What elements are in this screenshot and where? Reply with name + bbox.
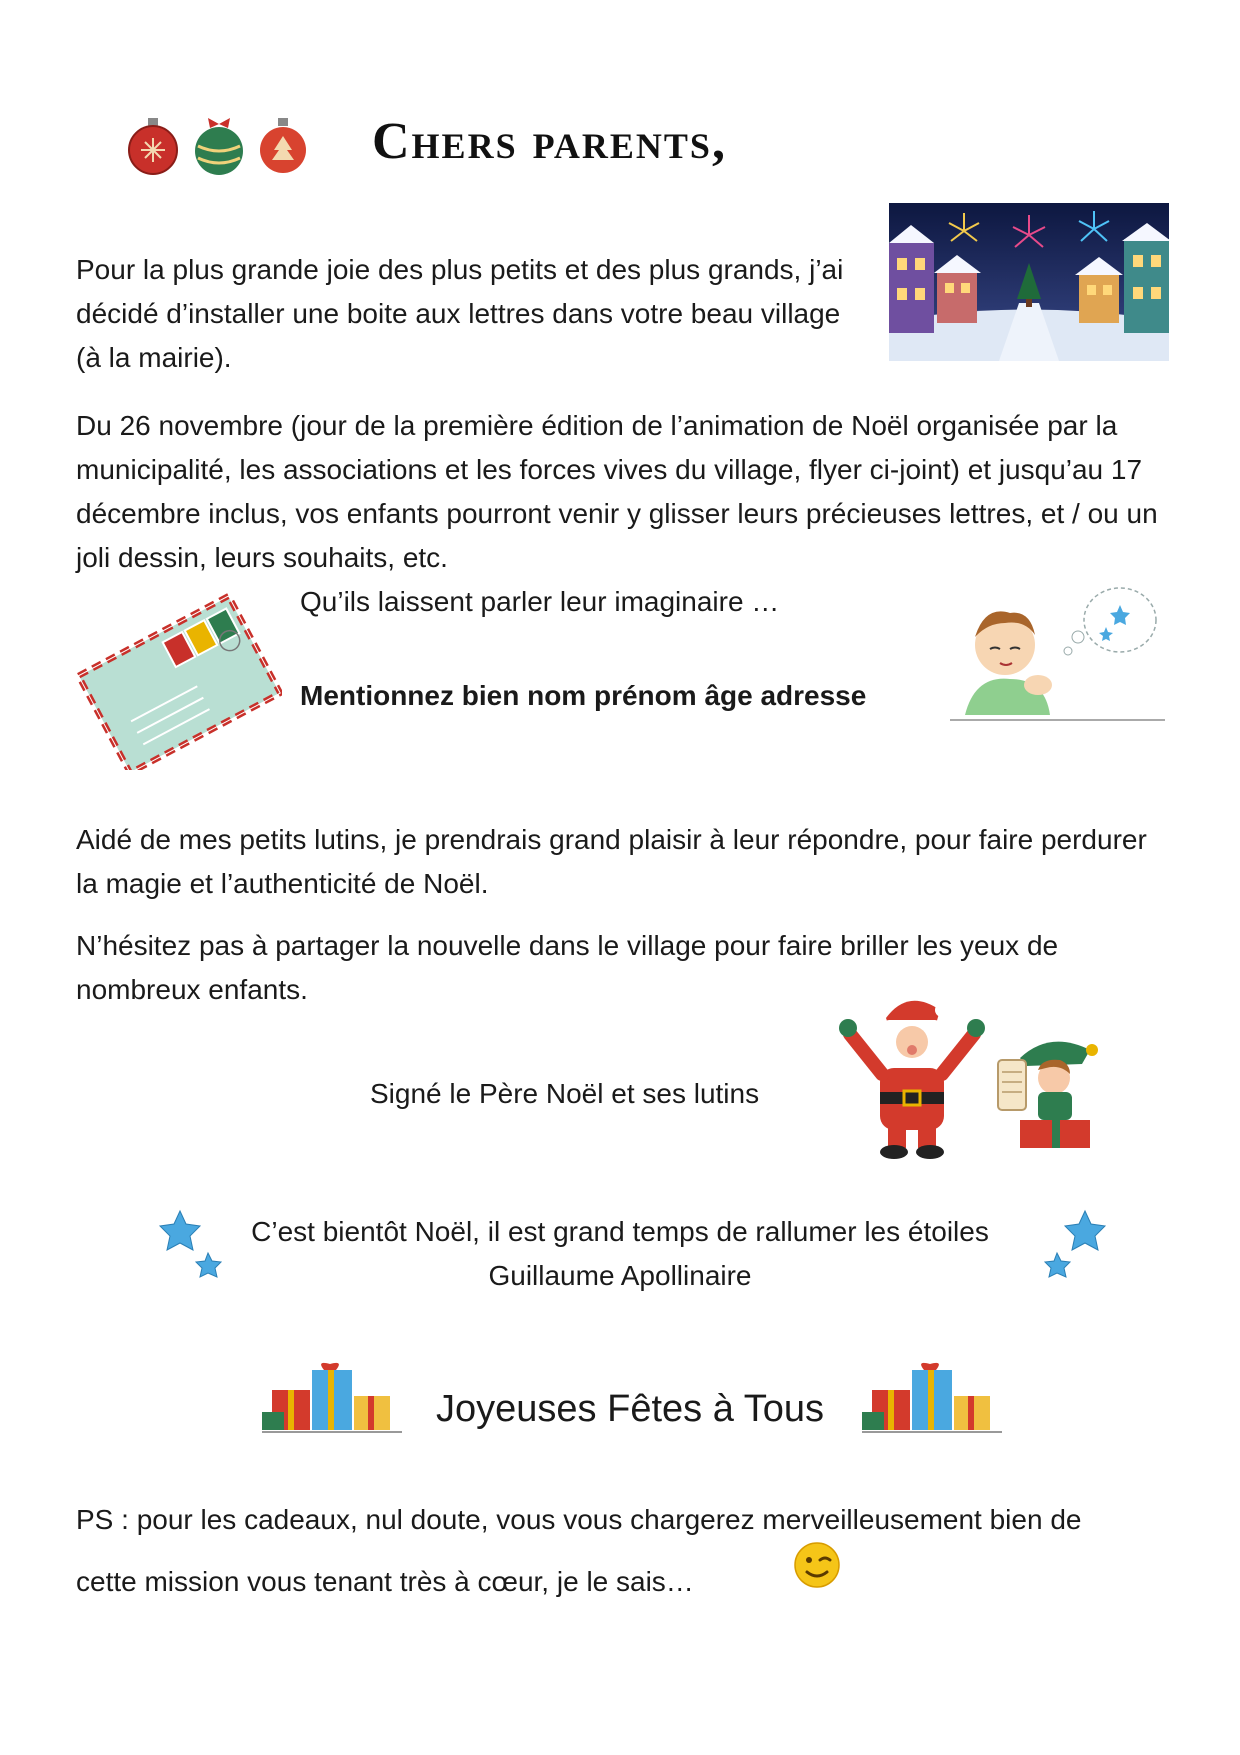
quote-author: Guillaume Apollinaire — [488, 1260, 752, 1291]
page-title: Chers parents, — [372, 113, 727, 170]
elf-with-list-image — [990, 1030, 1105, 1155]
share-paragraph: N’hésitez pas à partager la nouvelle dans le village pour faire briller les yeux de nombreux enfants. — [76, 930, 1059, 1005]
christmas-ornament-icon — [126, 116, 180, 176]
envelope-stamps-image — [72, 590, 282, 770]
mention-details-line: Mentionnez bien nom prénom âge adresse — [300, 680, 867, 711]
gift-pile-icon — [262, 1360, 402, 1440]
quote-text: C’est bientôt Noël, il est grand temps de rallumer les étoiles — [251, 1216, 989, 1247]
snowy-village-fireworks-image — [889, 203, 1169, 361]
helpers-paragraph: Aidé de mes petits lutins, je prendrais grand plaisir à leur répondre, pour faire perdurer la magie et l’authenticité de Noël. — [76, 824, 1147, 899]
gift-pile-icon — [862, 1360, 1002, 1440]
santa-claus-image — [828, 988, 988, 1163]
dates-paragraph: Du 26 novembre (jour de la première édition de l’animation de Noël organisée par la municipalité, les associations et les forces vives du village, flyer ci-joint) et jusqu’au 17 décembre inclus, vos enfants pourront venir y glisser leurs précieuses lettres, et / ou un joli dessin, leurs souhaits, etc. — [76, 410, 1158, 573]
imagination-line: Qu’ils laissent parler leur imaginaire … — [300, 586, 780, 617]
christmas-ornament-icon — [256, 116, 310, 176]
season-greeting: Joyeuses Fêtes à Tous — [436, 1388, 824, 1430]
signature-line: Signé le Père Noël et ses lutins — [370, 1078, 760, 1109]
winking-face-icon — [792, 1540, 842, 1590]
dreaming-child-image — [950, 575, 1165, 735]
christmas-ornament-icon — [190, 116, 248, 176]
ps-line-2: cette mission vous tenant très à cœur, je le sais… — [76, 1566, 694, 1597]
intro-paragraph: Pour la plus grande joie des plus petits et des plus grands, j’ai décidé d’installer une boite aux lettres dans votre beau village (à la mairie). — [76, 254, 844, 373]
ps-line-1: PS : pour les cadeaux, nul doute, vous vous chargerez merveilleusement bien de — [76, 1504, 1082, 1535]
